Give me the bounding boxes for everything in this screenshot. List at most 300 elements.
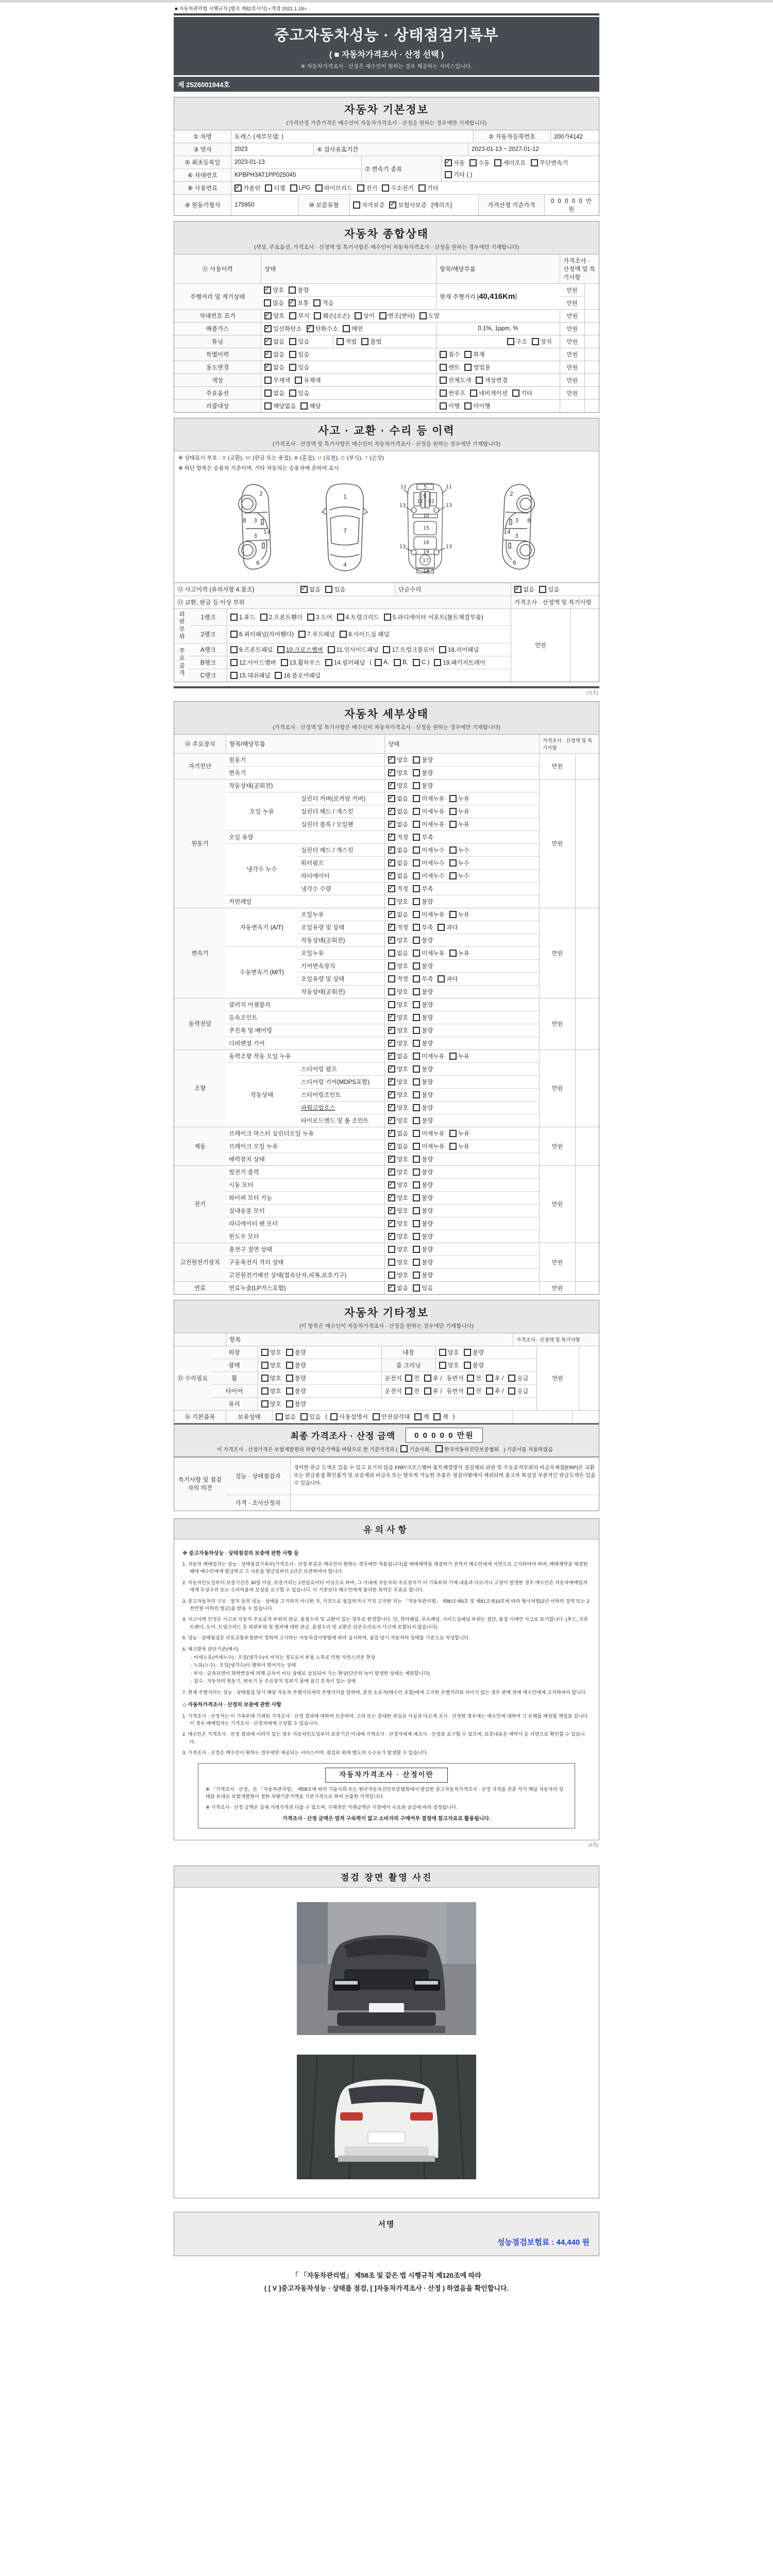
checkbox-option[interactable] (261, 1374, 281, 1382)
checkbox-option[interactable] (413, 1116, 433, 1125)
checked-checkbox-icon[interactable] (388, 872, 395, 879)
unchecked-checkbox-icon[interactable] (439, 1349, 446, 1356)
checkbox-option[interactable] (230, 613, 256, 621)
unchecked-checkbox-icon[interactable] (439, 646, 446, 653)
unchecked-checkbox-icon[interactable] (531, 159, 538, 166)
checkbox-option[interactable] (413, 962, 433, 970)
unchecked-checkbox-icon[interactable] (439, 1362, 446, 1369)
checkbox-option[interactable] (264, 286, 284, 294)
checkbox-option[interactable] (449, 820, 469, 828)
checked-checkbox-icon[interactable] (388, 1194, 395, 1201)
checkbox-option[interactable] (337, 337, 357, 346)
checkbox-option[interactable] (435, 1445, 499, 1453)
checkbox-option[interactable] (286, 1400, 306, 1408)
unchecked-checkbox-icon[interactable] (289, 364, 296, 371)
checkbox-option[interactable] (405, 1374, 419, 1382)
unchecked-checkbox-icon[interactable] (413, 1194, 420, 1201)
checkbox-option[interactable] (539, 585, 559, 594)
unchecked-checkbox-icon[interactable] (467, 1375, 474, 1382)
checkbox-option[interactable] (434, 658, 485, 667)
checkbox-option[interactable] (261, 1361, 281, 1369)
checkbox-option[interactable] (388, 833, 408, 841)
unchecked-checkbox-icon[interactable] (449, 846, 457, 854)
checkbox-option[interactable] (264, 299, 284, 307)
unchecked-checkbox-icon[interactable] (438, 924, 445, 931)
unchecked-checkbox-icon[interactable] (449, 821, 457, 828)
checkbox-option[interactable] (388, 1194, 408, 1202)
unchecked-checkbox-icon[interactable] (340, 631, 347, 638)
checked-checkbox-icon[interactable] (389, 201, 396, 209)
checkbox-option[interactable] (413, 1052, 444, 1060)
checked-checkbox-icon[interactable] (388, 1065, 395, 1073)
checked-checkbox-icon[interactable] (388, 769, 395, 776)
unchecked-checkbox-icon[interactable] (413, 1014, 420, 1021)
checkbox-option[interactable] (449, 1142, 469, 1150)
unchecked-checkbox-icon[interactable] (507, 338, 514, 345)
checkbox-option[interactable] (438, 975, 458, 983)
unchecked-checkbox-icon[interactable] (414, 1413, 422, 1420)
checkbox-option[interactable] (289, 337, 309, 346)
checkbox-option[interactable] (449, 1129, 469, 1138)
checkbox-option[interactable] (275, 671, 321, 680)
unchecked-checkbox-icon[interactable] (261, 1362, 268, 1369)
checked-checkbox-icon[interactable] (388, 1053, 395, 1060)
unchecked-checkbox-icon[interactable] (286, 1375, 293, 1382)
checked-checkbox-icon[interactable] (234, 184, 242, 192)
checkbox-option[interactable] (445, 171, 472, 179)
checkbox-option[interactable] (445, 159, 465, 167)
checkbox-option[interactable] (388, 1065, 408, 1073)
unchecked-checkbox-icon[interactable] (413, 937, 420, 944)
unchecked-checkbox-icon[interactable] (313, 299, 321, 307)
unchecked-checkbox-icon[interactable] (264, 402, 272, 410)
unchecked-checkbox-icon[interactable] (230, 646, 238, 653)
checkbox-option[interactable] (295, 376, 321, 384)
checkbox-option[interactable] (413, 1091, 433, 1099)
checkbox-option[interactable] (413, 1104, 433, 1112)
checkbox-option[interactable] (512, 389, 532, 397)
checkbox-option[interactable] (413, 1142, 444, 1150)
unchecked-checkbox-icon[interactable] (449, 911, 457, 918)
checkbox-option[interactable] (388, 1271, 408, 1279)
checkbox-option[interactable] (413, 872, 444, 880)
checkbox-option[interactable] (264, 325, 302, 333)
checkbox-option[interactable] (289, 312, 309, 320)
checkbox-option[interactable] (379, 312, 415, 320)
checked-checkbox-icon[interactable] (388, 1181, 395, 1189)
checkbox-option[interactable] (424, 1387, 442, 1395)
unchecked-checkbox-icon[interactable] (388, 1001, 395, 1008)
checkbox-option[interactable] (467, 1387, 481, 1395)
unchecked-checkbox-icon[interactable] (449, 1143, 457, 1150)
unchecked-checkbox-icon[interactable] (449, 1130, 457, 1137)
checked-checkbox-icon[interactable] (388, 1014, 395, 1021)
checkbox-option[interactable] (388, 923, 408, 931)
checkbox-option[interactable] (388, 820, 408, 828)
checkbox-option[interactable] (388, 872, 408, 880)
checkbox-option[interactable] (508, 1374, 528, 1382)
unchecked-checkbox-icon[interactable] (413, 1117, 420, 1124)
checked-checkbox-icon[interactable] (388, 1220, 395, 1227)
checkbox-option[interactable] (388, 1078, 408, 1086)
checkbox-option[interactable] (439, 1361, 459, 1369)
unchecked-checkbox-icon[interactable] (539, 586, 546, 593)
checkbox-option[interactable] (464, 1348, 484, 1357)
unchecked-checkbox-icon[interactable] (289, 351, 296, 358)
checkbox-option[interactable] (375, 659, 389, 666)
unchecked-checkbox-icon[interactable] (289, 312, 296, 319)
unchecked-checkbox-icon[interactable] (383, 646, 390, 653)
checkbox-option[interactable] (388, 1104, 408, 1112)
checkbox-option[interactable] (388, 988, 408, 996)
checkbox-option[interactable] (449, 807, 469, 816)
unchecked-checkbox-icon[interactable] (230, 659, 238, 666)
unchecked-checkbox-icon[interactable] (286, 1362, 293, 1369)
checkbox-option[interactable] (413, 1232, 433, 1241)
checkbox-option[interactable] (330, 1413, 368, 1421)
unchecked-checkbox-icon[interactable] (388, 975, 395, 982)
unchecked-checkbox-icon[interactable] (413, 1259, 420, 1266)
unchecked-checkbox-icon[interactable] (413, 1220, 420, 1227)
checkbox-option[interactable] (413, 833, 433, 841)
unchecked-checkbox-icon[interactable] (325, 586, 332, 593)
checkbox-option[interactable] (388, 949, 408, 957)
unchecked-checkbox-icon[interactable] (440, 402, 447, 410)
checked-checkbox-icon[interactable] (307, 325, 314, 332)
unchecked-checkbox-icon[interactable] (405, 1387, 412, 1395)
checkbox-option[interactable] (486, 1387, 504, 1395)
unchecked-checkbox-icon[interactable] (286, 1387, 293, 1395)
unchecked-checkbox-icon[interactable] (388, 950, 395, 957)
unchecked-checkbox-icon[interactable] (413, 911, 420, 918)
unchecked-checkbox-icon[interactable] (469, 159, 477, 166)
checkbox-option[interactable] (413, 1001, 433, 1009)
checkbox-option[interactable] (413, 897, 433, 906)
unchecked-checkbox-icon[interactable] (300, 402, 308, 410)
unchecked-checkbox-icon[interactable] (275, 672, 282, 679)
checked-checkbox-icon[interactable] (264, 351, 272, 358)
unchecked-checkbox-icon[interactable] (361, 338, 368, 345)
checkbox-option[interactable] (469, 159, 490, 167)
checkbox-option[interactable] (325, 585, 345, 594)
checkbox-option[interactable] (286, 1361, 306, 1369)
checkbox-option[interactable] (260, 613, 303, 621)
checked-checkbox-icon[interactable] (388, 937, 395, 944)
unchecked-checkbox-icon[interactable] (261, 1349, 268, 1356)
checkbox-option[interactable] (388, 975, 408, 983)
checkbox-option[interactable] (413, 820, 444, 828)
unchecked-checkbox-icon[interactable] (440, 351, 447, 358)
checked-checkbox-icon[interactable] (388, 821, 395, 828)
checked-checkbox-icon[interactable] (514, 586, 522, 593)
checkbox-option[interactable] (413, 1181, 433, 1189)
unchecked-checkbox-icon[interactable] (418, 184, 426, 192)
checkbox-option[interactable] (394, 659, 408, 666)
checkbox-option[interactable] (290, 184, 311, 192)
checkbox-option[interactable] (230, 658, 276, 667)
checkbox-option[interactable] (300, 402, 321, 410)
checkbox-option[interactable] (388, 885, 408, 893)
unchecked-checkbox-icon[interactable] (532, 338, 539, 345)
unchecked-checkbox-icon[interactable] (413, 1207, 420, 1214)
checkbox-option[interactable] (470, 389, 508, 397)
unchecked-checkbox-icon[interactable] (261, 1400, 268, 1408)
unchecked-checkbox-icon[interactable] (413, 898, 420, 905)
checkbox-option[interactable] (413, 885, 433, 893)
unchecked-checkbox-icon[interactable] (400, 1445, 408, 1452)
checkbox-option[interactable] (261, 1348, 281, 1357)
checked-checkbox-icon[interactable] (388, 1156, 395, 1163)
checkbox-option[interactable] (433, 1413, 448, 1421)
checkbox-option[interactable] (440, 402, 460, 410)
checked-checkbox-icon[interactable] (388, 808, 395, 815)
unchecked-checkbox-icon[interactable] (440, 389, 447, 397)
unchecked-checkbox-icon[interactable] (413, 795, 420, 802)
checkbox-option[interactable] (464, 350, 484, 359)
checkbox-option[interactable] (389, 201, 427, 209)
checkbox-option[interactable] (449, 872, 469, 880)
unchecked-checkbox-icon[interactable] (433, 1413, 441, 1420)
unchecked-checkbox-icon[interactable] (413, 1040, 420, 1047)
checkbox-option[interactable] (388, 1013, 408, 1022)
unchecked-checkbox-icon[interactable] (435, 1445, 443, 1452)
unchecked-checkbox-icon[interactable] (413, 975, 420, 982)
checkbox-option[interactable] (413, 1168, 433, 1176)
unchecked-checkbox-icon[interactable] (264, 377, 272, 384)
checkbox-option[interactable] (449, 794, 469, 803)
unchecked-checkbox-icon[interactable] (413, 1284, 420, 1292)
unchecked-checkbox-icon[interactable] (264, 389, 272, 397)
checkbox-option[interactable] (388, 897, 408, 906)
unchecked-checkbox-icon[interactable] (413, 1233, 420, 1240)
unchecked-checkbox-icon[interactable] (413, 659, 420, 666)
checkbox-option[interactable] (449, 846, 469, 854)
checked-checkbox-icon[interactable] (388, 924, 395, 931)
unchecked-checkbox-icon[interactable] (449, 859, 457, 867)
unchecked-checkbox-icon[interactable] (405, 1375, 412, 1382)
checkbox-option[interactable] (413, 1284, 433, 1292)
unchecked-checkbox-icon[interactable] (413, 769, 420, 776)
unchecked-checkbox-icon[interactable] (343, 325, 350, 332)
checkbox-option[interactable] (439, 646, 479, 654)
unchecked-checkbox-icon[interactable] (508, 1387, 515, 1395)
checkbox-option[interactable] (388, 1245, 408, 1253)
unchecked-checkbox-icon[interactable] (413, 1091, 420, 1098)
unchecked-checkbox-icon[interactable] (413, 821, 420, 828)
checkbox-option[interactable] (276, 1413, 296, 1421)
checkbox-option[interactable] (413, 975, 433, 983)
checkbox-option[interactable] (449, 1052, 469, 1060)
checkbox-option[interactable] (234, 184, 260, 192)
unchecked-checkbox-icon[interactable] (449, 795, 457, 802)
unchecked-checkbox-icon[interactable] (265, 184, 272, 192)
checked-checkbox-icon[interactable] (388, 1207, 395, 1214)
checkbox-option[interactable] (361, 337, 381, 346)
checkbox-option[interactable] (405, 1387, 419, 1395)
unchecked-checkbox-icon[interactable] (494, 159, 501, 166)
checkbox-option[interactable] (440, 363, 460, 371)
checkbox-option[interactable] (388, 1284, 408, 1292)
checked-checkbox-icon[interactable] (388, 782, 395, 789)
unchecked-checkbox-icon[interactable] (276, 1413, 283, 1420)
unchecked-checkbox-icon[interactable] (290, 184, 297, 192)
checkbox-option[interactable] (400, 1445, 430, 1453)
checked-checkbox-icon[interactable] (264, 286, 271, 294)
unchecked-checkbox-icon[interactable] (394, 659, 401, 666)
checked-checkbox-icon[interactable] (388, 846, 395, 854)
checkbox-option[interactable] (388, 1026, 408, 1035)
checkbox-option[interactable] (353, 201, 384, 209)
checkbox-option[interactable] (413, 1078, 433, 1086)
checkbox-option[interactable] (289, 350, 309, 359)
unchecked-checkbox-icon[interactable] (512, 389, 519, 397)
unchecked-checkbox-icon[interactable] (413, 1104, 420, 1111)
unchecked-checkbox-icon[interactable] (467, 1387, 474, 1395)
checkbox-option[interactable] (418, 184, 439, 192)
checkbox-option[interactable] (388, 859, 408, 867)
unchecked-checkbox-icon[interactable] (286, 1400, 293, 1408)
checkbox-option[interactable] (355, 312, 375, 320)
checkbox-option[interactable] (413, 1271, 433, 1279)
checkbox-option[interactable] (388, 1181, 408, 1189)
checkbox-option[interactable] (388, 1116, 408, 1125)
checkbox-option[interactable] (289, 286, 309, 294)
checkbox-option[interactable] (486, 1374, 504, 1382)
unchecked-checkbox-icon[interactable] (388, 1272, 395, 1279)
checkbox-option[interactable] (413, 1245, 433, 1253)
unchecked-checkbox-icon[interactable] (298, 631, 306, 638)
unchecked-checkbox-icon[interactable] (314, 312, 321, 319)
unchecked-checkbox-icon[interactable] (261, 1387, 268, 1395)
checkbox-option[interactable] (413, 794, 444, 803)
unchecked-checkbox-icon[interactable] (464, 1349, 471, 1356)
unchecked-checkbox-icon[interactable] (373, 1413, 380, 1420)
checkbox-option[interactable] (414, 1413, 429, 1421)
checkbox-option[interactable] (413, 846, 444, 854)
unchecked-checkbox-icon[interactable] (315, 184, 323, 192)
checkbox-option[interactable] (413, 910, 444, 919)
checkbox-option[interactable] (314, 312, 349, 320)
unchecked-checkbox-icon[interactable] (388, 1246, 395, 1253)
checkbox-option[interactable] (413, 1207, 433, 1215)
unchecked-checkbox-icon[interactable] (413, 782, 420, 789)
checkbox-option[interactable] (343, 325, 363, 333)
checkbox-option[interactable] (449, 949, 469, 957)
unchecked-checkbox-icon[interactable] (289, 338, 296, 345)
unchecked-checkbox-icon[interactable] (464, 402, 472, 410)
checkbox-option[interactable] (388, 910, 408, 919)
checkbox-option[interactable] (300, 1413, 321, 1421)
checkbox-option[interactable] (413, 756, 433, 764)
unchecked-checkbox-icon[interactable] (413, 1272, 420, 1279)
unchecked-checkbox-icon[interactable] (388, 962, 395, 970)
unchecked-checkbox-icon[interactable] (388, 1259, 395, 1266)
unchecked-checkbox-icon[interactable] (289, 286, 296, 294)
unchecked-checkbox-icon[interactable] (379, 312, 386, 319)
unchecked-checkbox-icon[interactable] (261, 1375, 268, 1382)
checkbox-option[interactable] (264, 312, 284, 320)
checkbox-option[interactable] (261, 1387, 281, 1395)
checked-checkbox-icon[interactable] (388, 1078, 395, 1086)
checkbox-option[interactable] (264, 337, 284, 346)
unchecked-checkbox-icon[interactable] (384, 614, 391, 621)
unchecked-checkbox-icon[interactable] (413, 1130, 420, 1137)
checked-checkbox-icon[interactable] (289, 299, 296, 307)
checkbox-option[interactable] (307, 613, 332, 621)
checked-checkbox-icon[interactable] (388, 1284, 395, 1292)
checkbox-option[interactable] (413, 936, 433, 944)
checkbox-option[interactable] (373, 1413, 410, 1421)
checkbox-option[interactable] (300, 585, 321, 594)
unchecked-checkbox-icon[interactable] (413, 1143, 420, 1150)
unchecked-checkbox-icon[interactable] (357, 184, 364, 192)
unchecked-checkbox-icon[interactable] (464, 364, 472, 371)
checkbox-option[interactable] (264, 389, 284, 397)
unchecked-checkbox-icon[interactable] (413, 1053, 420, 1060)
checked-checkbox-icon[interactable] (388, 1233, 395, 1240)
checkbox-option[interactable] (230, 671, 270, 680)
unchecked-checkbox-icon[interactable] (464, 1362, 471, 1369)
checkbox-option[interactable] (388, 1052, 408, 1060)
unchecked-checkbox-icon[interactable] (449, 872, 457, 879)
checked-checkbox-icon[interactable] (388, 885, 395, 892)
checkbox-option[interactable] (313, 299, 333, 307)
unchecked-checkbox-icon[interactable] (300, 1413, 308, 1420)
checkbox-option[interactable] (413, 659, 429, 666)
checkbox-option[interactable] (413, 1039, 433, 1047)
unchecked-checkbox-icon[interactable] (413, 924, 420, 931)
checkbox-option[interactable] (424, 1374, 442, 1382)
checkbox-option[interactable] (413, 1219, 433, 1228)
checkbox-option[interactable] (449, 859, 469, 867)
unchecked-checkbox-icon[interactable] (328, 646, 335, 653)
unchecked-checkbox-icon[interactable] (413, 1156, 420, 1163)
checkbox-option[interactable] (289, 299, 309, 307)
checkbox-option[interactable] (286, 1374, 306, 1382)
unchecked-checkbox-icon[interactable] (413, 1246, 420, 1253)
unchecked-checkbox-icon[interactable] (413, 1027, 420, 1034)
checkbox-option[interactable] (388, 1168, 408, 1176)
checkbox-option[interactable] (467, 1374, 481, 1382)
unchecked-checkbox-icon[interactable] (440, 364, 447, 371)
checkbox-option[interactable] (388, 1258, 408, 1266)
checked-checkbox-icon[interactable] (445, 159, 452, 166)
unchecked-checkbox-icon[interactable] (295, 377, 302, 384)
unchecked-checkbox-icon[interactable] (486, 1387, 493, 1395)
checkbox-option[interactable] (230, 630, 294, 638)
checkbox-option[interactable] (413, 1155, 433, 1163)
checkbox-option[interactable] (413, 859, 444, 867)
unchecked-checkbox-icon[interactable] (375, 659, 382, 666)
unchecked-checkbox-icon[interactable] (449, 1053, 457, 1060)
checkbox-option[interactable] (388, 1001, 408, 1009)
unchecked-checkbox-icon[interactable] (413, 859, 420, 867)
checkbox-option[interactable] (413, 782, 433, 790)
checkbox-option[interactable] (440, 350, 460, 359)
checkbox-option[interactable] (388, 756, 408, 764)
checkbox-option[interactable] (264, 350, 284, 359)
unchecked-checkbox-icon[interactable] (413, 1001, 420, 1008)
checkbox-option[interactable] (340, 630, 389, 638)
checked-checkbox-icon[interactable] (388, 756, 395, 764)
checkbox-option[interactable] (439, 1348, 459, 1357)
checkbox-option[interactable] (440, 389, 465, 397)
unchecked-checkbox-icon[interactable] (413, 950, 420, 957)
checkbox-option[interactable] (464, 1361, 484, 1369)
checkbox-option[interactable] (419, 312, 440, 320)
checkbox-option[interactable] (230, 646, 273, 654)
checkbox-option[interactable] (476, 376, 507, 384)
